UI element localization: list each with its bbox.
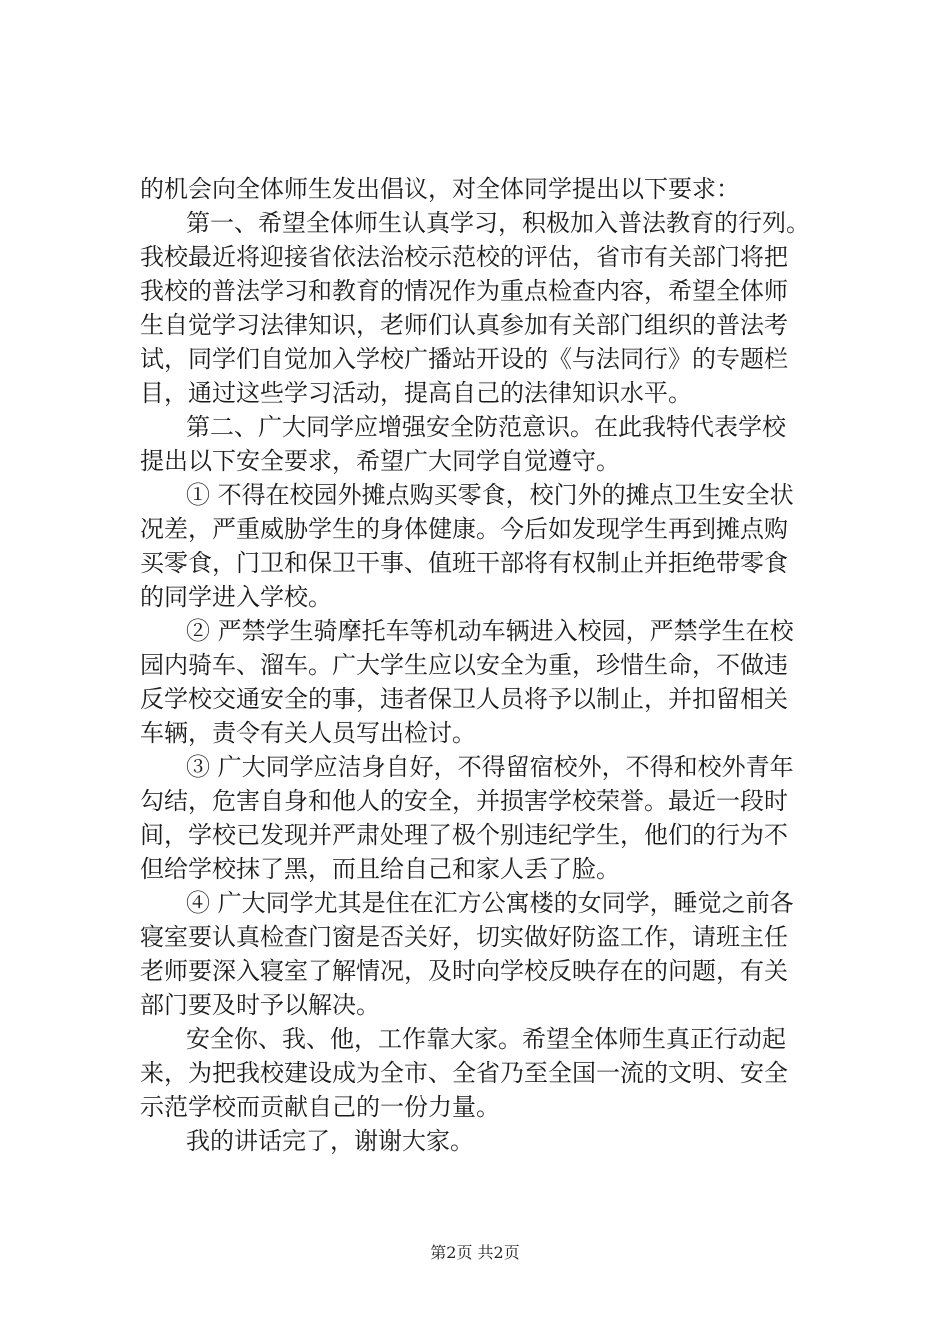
text-line: 第二、广大同学应增强安全防范意识。在此我特代表学校 — [186, 413, 786, 441]
text-line: 的同学进入学校。 — [140, 583, 332, 611]
text-line: 园内骑车、溜车。广大学生应以安全为重，珍惜生命，不做违 — [140, 651, 788, 679]
text-line: 我校的普法学习和教育的情况作为重点检查内容，希望全体师 — [140, 277, 788, 305]
document-body — [140, 172, 840, 1158]
text-line: ① 不得在校园外摊点购买零食，校门外的摊点卫生安全状 — [186, 481, 794, 509]
text-line: 我的讲话完了，谢谢大家。 — [186, 1127, 474, 1155]
text-line: ④ 广大同学尤其是住在汇方公寓楼的女同学，睡觉之前各 — [186, 889, 794, 917]
text-line: 我校最近将迎接省依法治校示范校的评估，省市有关部门将把 — [140, 243, 788, 271]
text-line: 老师要深入寝室了解情况，及时向学校反映存在的问题，有关 — [140, 957, 788, 985]
text-line: 生自觉学习法律知识，老师们认真参加有关部门组织的普法考 — [140, 311, 788, 339]
text-line: 况差，严重威胁学生的身体健康。今后如发现学生再到摊点购 — [140, 515, 788, 543]
text-line: 安全你、我、他，工作靠大家。希望全体师生真正行动起 — [186, 1025, 786, 1053]
text-line: 反学校交通安全的事，违者保卫人员将予以制止，并扣留相关 — [140, 685, 788, 713]
text-line: 示范学校而贡献自己的一份力量。 — [140, 1093, 500, 1121]
text-line: 第一、希望全体师生认真学习，积极加入普法教育的行列。 — [186, 209, 810, 237]
text-line: 勾结，危害自身和他人的安全，并损害学校荣誉。最近一段时 — [140, 787, 788, 815]
text-line: 目，通过这些学习活动，提高自己的法律知识水平。 — [140, 379, 692, 407]
text-line: 车辆，责令有关人员写出检讨。 — [140, 719, 476, 747]
text-line: 寝室要认真检查门窗是否关好，切实做好防盗工作，请班主任 — [140, 923, 788, 951]
text-line: 试，同学们自觉加入学校广播站开设的《与法同行》的专题栏 — [140, 345, 788, 373]
text-line: 的机会向全体师生发出倡议，对全体同学提出以下要求： — [140, 175, 740, 203]
page-footer: 第2页 共2页 — [430, 1243, 520, 1262]
text-line: 买零食，门卫和保卫干事、值班干部将有权制止并拒绝带零食 — [140, 549, 788, 577]
text-line: 部门要及时予以解决。 — [140, 991, 380, 1019]
text-line: 但给学校抹了黑，而且给自己和家人丢了脸。 — [140, 855, 620, 883]
text-line: 间，学校已发现并严肃处理了极个别违纪学生，他们的行为不 — [140, 821, 788, 849]
text-line: ③ 广大同学应洁身自好，不得留宿校外，不得和校外青年 — [186, 753, 794, 781]
text-line: ② 严禁学生骑摩托车等机动车辆进入校园，严禁学生在校 — [186, 617, 794, 645]
text-line: 来，为把我校建设成为全市、全省乃至全国一流的文明、安全 — [140, 1059, 788, 1087]
text-line: 提出以下安全要求，希望广大同学自觉遵守。 — [140, 447, 620, 475]
